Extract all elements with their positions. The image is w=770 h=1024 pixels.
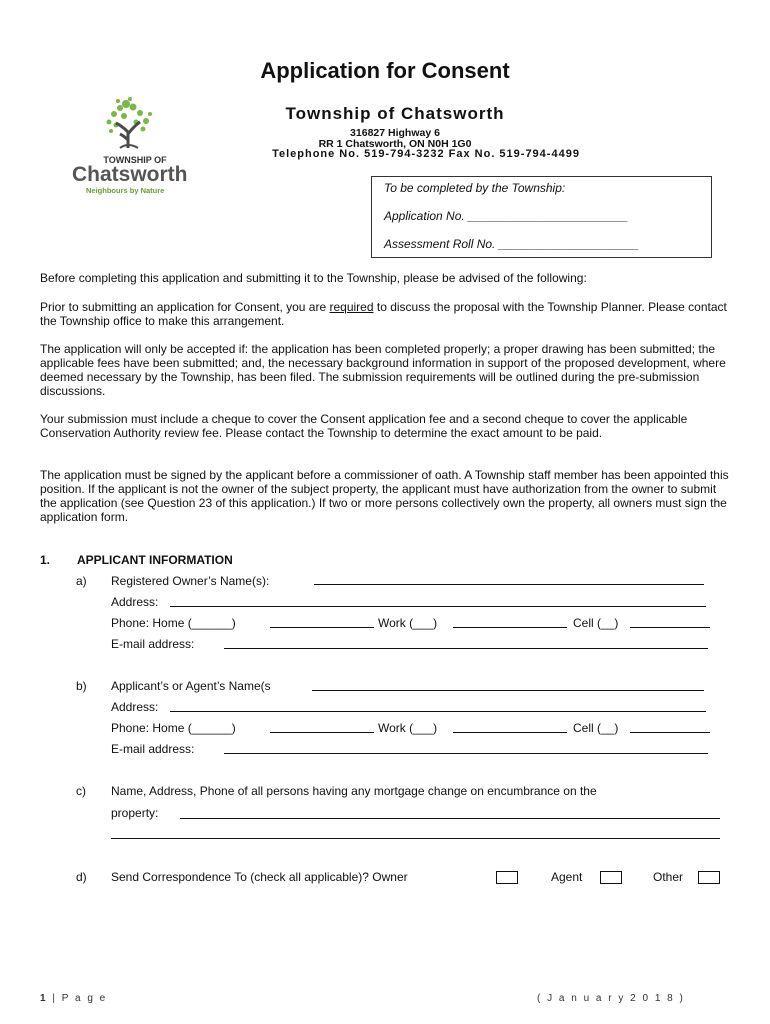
page-title: Application for Consent	[260, 58, 510, 83]
logo-township-of: TOWNSHIP OF	[103, 155, 167, 165]
owner-work-line[interactable]	[453, 627, 567, 628]
owner-phone-home-line[interactable]	[270, 627, 374, 628]
intro-paragraph-5: The application must be signed by the applicant before a commissioner of oath. A Township staff member has been appointed this position. If the applicant is not the owner of the subject property, the applicant must have authorization from the owner to submit the application (see Question 23 of this application.) If two or more persons collectively own the property, all owners must sign the application form.	[40, 468, 729, 524]
agent-address-label: Address:	[111, 700, 159, 714]
correspondence-owner-label: Send Correspondence To (check all applicable)? Owner	[111, 870, 408, 884]
application-no-field[interactable]: Application No. ________________________	[384, 209, 629, 223]
property-label: property:	[111, 806, 159, 820]
footer-date: ( J a n u a r y 2 0 1 8 )	[537, 993, 685, 1004]
owner-address-line[interactable]	[170, 606, 706, 607]
property-line[interactable]	[180, 818, 720, 819]
owner-work-label: Work (___)	[378, 616, 438, 630]
owner-cell-line[interactable]	[630, 627, 710, 628]
agent-name-label: Applicant’s or Agent’s Name(s	[111, 679, 271, 693]
assessment-roll-field[interactable]: Assessment Roll No. _____________________	[384, 237, 639, 251]
logo-chatsworth: Chatsworth	[72, 163, 188, 186]
page-number: 1	[40, 993, 48, 1004]
other-checkbox[interactable]	[698, 871, 720, 884]
section-1-heading	[40, 553, 233, 567]
agent-email-label: E-mail address:	[111, 742, 195, 756]
address-line-2: RR 1 Chatsworth, ON N0H 1G0	[318, 138, 472, 150]
item-d-letter: d)	[76, 870, 87, 884]
agent-phone-home-line[interactable]	[270, 732, 374, 733]
intro-paragraph-3: The application will only be accepted if: the application has been completed properly; a proper drawing has been submitted; the applicable fees have been submitted; and, the necessary background information in support of the proposed development, where deemed necessary by the Township, has been filed. The submission requirements will be outlined during the pre-submission discussions.	[40, 342, 726, 398]
township-box-heading: To be completed by the Township:	[384, 181, 566, 195]
township-name: Township of Chatsworth	[285, 104, 505, 123]
owner-phone-home-label: Phone: Home (______)	[111, 616, 236, 630]
agent-checkbox[interactable]	[600, 871, 622, 884]
page-label: | P a g e	[52, 993, 108, 1004]
section-number: 1.	[40, 553, 51, 567]
agent-cell-label: Cell (__)	[573, 721, 619, 735]
agent-name-line[interactable]	[312, 690, 704, 691]
owner-name-line[interactable]	[314, 584, 704, 585]
item-b-letter: b)	[76, 679, 87, 693]
address-line-1: 316827 Highway 6	[350, 127, 440, 139]
phone-fax-line: Telephone No. 519-794-3232 Fax No. 519-794-4499	[272, 148, 580, 160]
p2-required-word: required	[329, 300, 374, 314]
item-a-letter: a)	[76, 574, 87, 588]
owner-address-label: Address:	[111, 595, 159, 609]
p2-text-end: to discuss the proposal with the Township Planner. Please contact the Township office to make this arrangement.	[40, 300, 727, 328]
mortgage-text: Name, Address, Phone of all persons having any mortgage change on encumbrance on the	[111, 784, 597, 798]
item-c-letter: c)	[76, 784, 86, 798]
chatsworth-tree-logo-icon	[100, 96, 160, 156]
section-title: APPLICANT INFORMATION	[77, 553, 233, 567]
logo-tagline: Neighbours by Nature	[86, 186, 165, 195]
property-line-2[interactable]	[111, 838, 720, 839]
agent-work-line[interactable]	[453, 732, 567, 733]
township-use-box	[371, 176, 712, 258]
owner-email-line[interactable]	[224, 648, 708, 649]
agent-address-line[interactable]	[170, 711, 706, 712]
correspondence-other-label: Other	[653, 870, 684, 884]
agent-work-label: Work (___)	[378, 721, 438, 735]
correspondence-agent-label: Agent	[551, 870, 583, 884]
owner-email-label: E-mail address:	[111, 637, 195, 651]
owner-cell-label: Cell (__)	[573, 616, 619, 630]
owner-checkbox[interactable]	[496, 871, 518, 884]
intro-paragraph-1: Before completing this application and submitting it to the Township, please be advised of the following:	[40, 271, 587, 285]
p2-text-start: Prior to submitting an application for Consent, you are	[40, 300, 330, 314]
agent-phone-home-label: Phone: Home (______)	[111, 721, 236, 735]
owner-name-label: Registered Owner’s Name(s):	[111, 574, 270, 588]
agent-cell-line[interactable]	[630, 732, 710, 733]
intro-paragraph-2	[40, 300, 735, 328]
intro-paragraph-4: Your submission must include a cheque to cover the Consent application fee and a second cheque to cover the applicable Conservation Authority review fee. Please contact the Township to determine the exact amount to be paid.	[40, 412, 688, 440]
agent-email-line[interactable]	[224, 753, 708, 754]
page-footer	[40, 993, 107, 1004]
